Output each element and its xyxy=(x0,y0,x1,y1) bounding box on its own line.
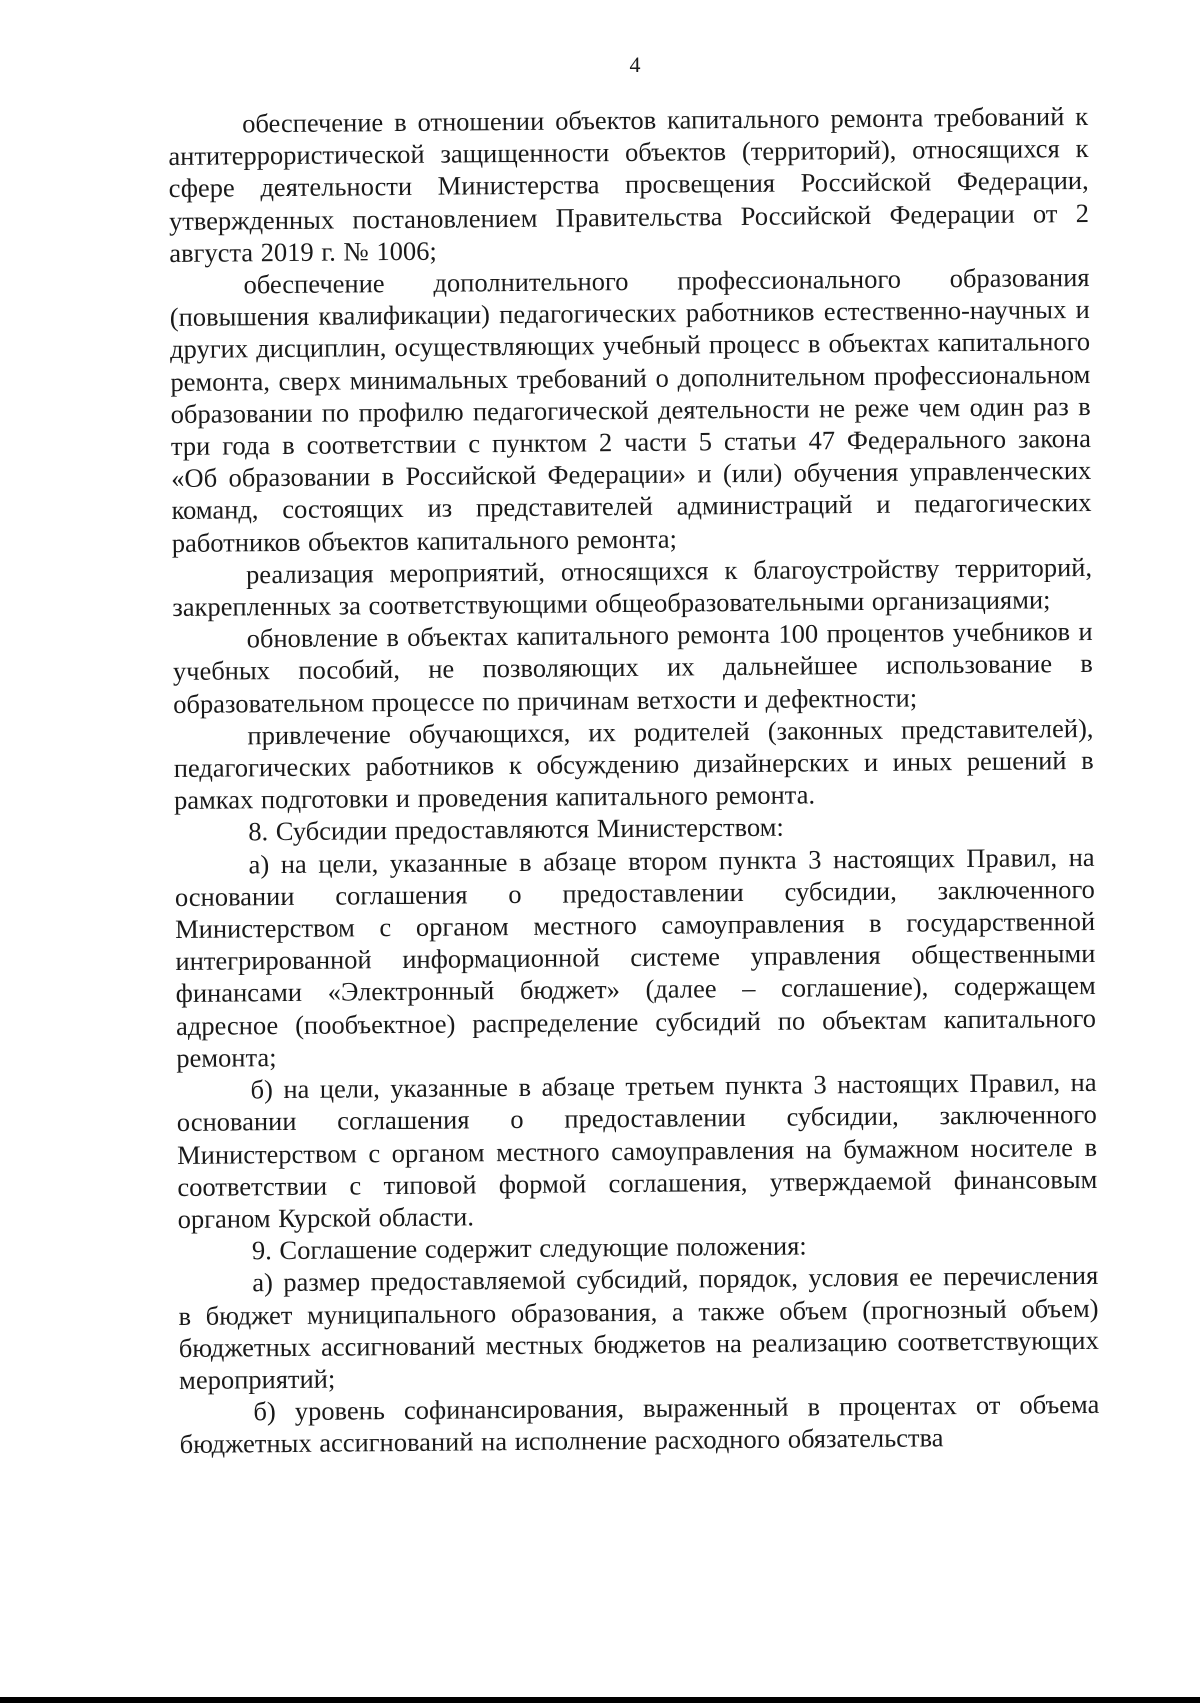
paragraph-clause-9a: а) размер предоставляемой субсидий, порядок, условия ее перечисления в бюджет муниципального образования, а также объем (прогнозный объем) бюджетных ассигнований местных бюджетов на реализацию соответствующих мероприятий; xyxy=(178,1260,1099,1395)
paragraph-clause-9b: б) уровень софинансирования, выраженный в процентах от объема бюджетных ассигнований на исполнение расходного обязательства xyxy=(179,1389,1100,1460)
document-body xyxy=(168,100,1100,1461)
paragraph-clause-8: 8. Субсидии предоставляются Министерством: xyxy=(248,812,784,847)
scan-bottom-edge xyxy=(0,1697,1200,1703)
paragraph-discussion: привлечение обучающихся, их родителей (законных представителей), педагогических работников к обсуждению дизайнерских и иных решений в рамках подготовки и проведения капитального ремонта. xyxy=(173,712,1094,816)
paragraph-clause-8b: б) на цели, указанные в абзаце третьем пункта 3 настоящих Правил, на основании соглашения о предоставлении субсидии, заключенного Министерством с органом местного самоуправления на бумажном носителе в соответствии с типовой формой соглашения, утверждаемой финансовым органом Курской области. xyxy=(176,1067,1098,1234)
paragraph-textbooks: обновление в объектах капитального ремонта 100 процентов учебников и учебных пособий, не позволяющих их дальнейшее использование в образовательном процессе по причинам ветхости и дефектности; xyxy=(172,616,1094,719)
paragraph-clause-9: 9. Соглашение содержит следующие положения: xyxy=(251,1230,807,1266)
paragraph-antiterror: обеспечение в отношении объектов капитального ремонта требований к антитеррористической защищенности объектов (территорий), относящихся к сфере деятельности Министерства просвещения Российской Федерации, утвержденных постановлением Правительства Российской Федерации от 2 августа 2019 г. № 1006; xyxy=(168,100,1090,268)
paragraph-professional-education: обеспечение дополнительного профессионального образования (повышения квалификации) педагогических работников естественно-научных и других дисциплин, осуществляющих учебный процесс в объектах капитального ремонта, сверх минимальных требований о дополнительном профессиональном образовании по профилю педагогической деятельности не реже чем один раз в три года в соответствии с пунктом 2 части 5 статьи 47 Федерального закона «Об образовании в Российской Федерации» и (или) обучения управленческих команд, состоящих из представителей администраций и педагогических работников объектов капитального ремонта; xyxy=(169,261,1092,558)
paragraph-clause-8a: а) на цели, указанные в абзаце втором пункта 3 настоящих Правил, на основании соглашения о предоставлении субсидии, заключенного Министерством с органом местного самоуправления в государственной интегрированной информационной системе управления общественными финансами «Электронный бюджет» (далее – соглашение), содержащем адресное (пообъектное) распределение субсидий по объектам капитального ремонта; xyxy=(174,841,1097,1073)
paragraph-landscaping: реализация мероприятий, относящихся к благоустройству территорий, закрепленных за соответствующими общеобразовательными организациями; xyxy=(172,551,1093,623)
page-number: 4 xyxy=(629,52,641,77)
